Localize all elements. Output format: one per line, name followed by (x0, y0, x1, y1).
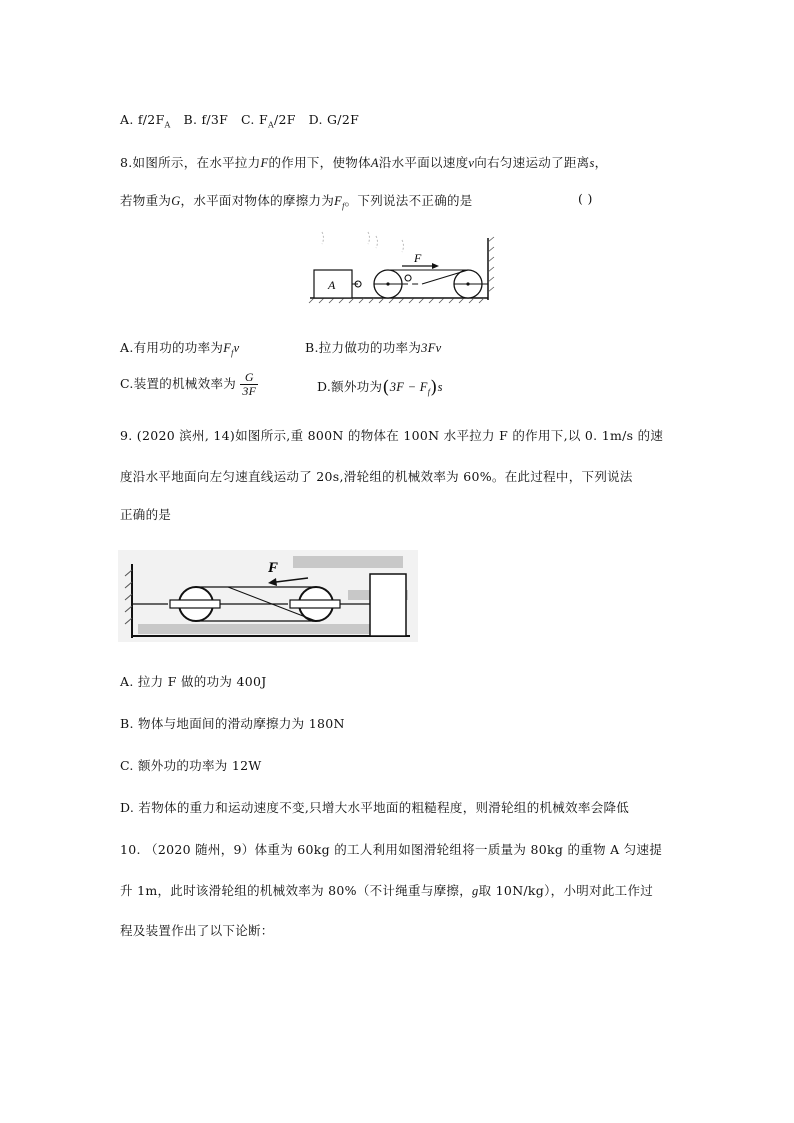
q9-stem-line2: 度沿水平地面向左匀速直线运动了 20s,滑轮组的机械效率为 60%。在此过程中，下列说法 (120, 469, 633, 484)
q9-option-d: D. 若物体的重力和运动速度不变,只增大水平地面的粗糙程度，则滑轮组的机械效率会降低 (120, 800, 630, 815)
q8-option-b: B.拉力做功的功率为3Fv (305, 340, 442, 355)
q10-stem-line1: 10. （2020 随州，9）体重为 60kg 的工人利用如图滑轮组将一质量为 80kg 的重物 A 匀速提 (120, 842, 663, 857)
q7-option-a: A. $f/2F_A$ (120, 112, 171, 130)
q7-options (120, 112, 359, 130)
q9-stem-line3: 正确的是 (120, 507, 172, 522)
q10-stem-line3: 程及装置作出了以下论断： (120, 923, 274, 938)
q9-block (370, 574, 406, 636)
q8-block-A-label: A (328, 278, 336, 292)
q8-figure-faint-marks (322, 232, 404, 252)
q9-pulley-figure (118, 550, 418, 642)
q9-option-c: C. 额外功的功率为 12W (120, 758, 262, 773)
q7-option-b: B. f/3F (183, 112, 229, 127)
q8-option-c: C.装置的机械效率为 $\frac{G}{3F}$ (120, 370, 257, 398)
q8-wall-hatch (488, 237, 494, 292)
q8-stem-line1: 8.如图所示，在水平拉力F的作用下，使物体A沿水平面以速度v向右匀速运动了距离s， (120, 155, 608, 170)
q8-answer-bracket: ( ) (578, 191, 593, 206)
q8-stem-line2: 若物重为G，水平面对物体的摩擦力为$F_f$。下列说法不正确的是 (120, 193, 473, 211)
q8-option-c-fraction: $\frac{G}{3F}$ (242, 370, 257, 398)
q8-force-label: F (414, 251, 422, 265)
q7-option-c: C. $F_A/2F$ (240, 112, 296, 130)
q8-pulley-figure (282, 226, 512, 304)
q7-option-d: D. G/2F (308, 112, 360, 127)
q8-option-a: A.有用功的功率为$F_fv$ (120, 340, 240, 358)
q10-stem-line2: 升 1m，此时该滑轮组的机械效率为 80%（不计绳重与摩擦，g取 10N/kg），小明对此工作过 (120, 883, 654, 898)
q9-option-b: B. 物体与地面间的滑动摩擦力为 180N (120, 716, 345, 731)
q9-option-a: A. 拉力 F 做的功为 400J (120, 674, 267, 689)
q9-force-label: F (268, 560, 279, 576)
q8-option-d: D.额外功为$(3F - F_f)s$ (317, 377, 443, 398)
q9-stem-line1: 9. (2020 滨州, 14)如图所示,重 800N 的物体在 100N 水平拉力 F 的作用下,以 0. 1m/s 的速 (120, 428, 664, 443)
